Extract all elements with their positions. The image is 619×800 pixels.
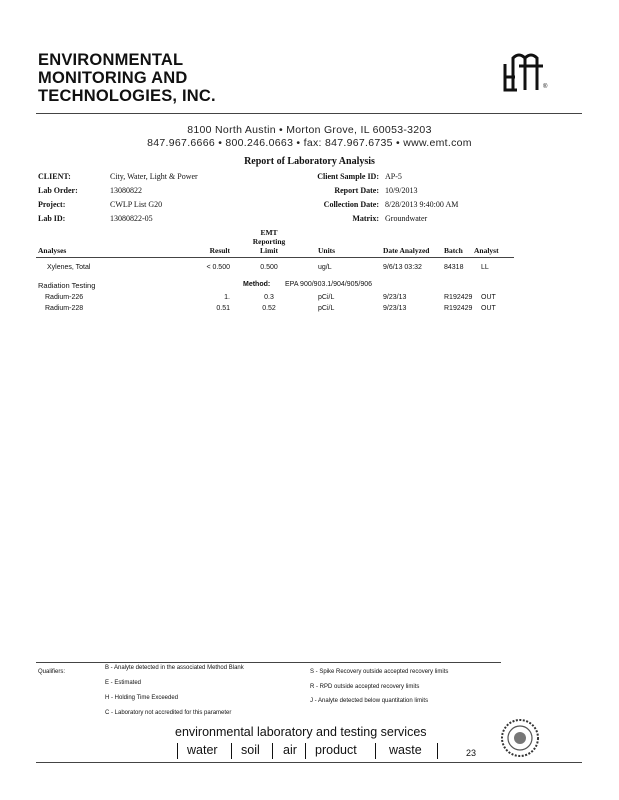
col-units: Units xyxy=(318,246,336,255)
footer-divider xyxy=(272,743,273,759)
qualifier-b: B - Analyte detected in the associated Method Blank xyxy=(105,665,244,671)
company-contact: 847.967.6666 • 800.246.0663 • fax: 847.967.6735 • www.emt.com xyxy=(147,137,472,149)
project-value: CWLP List G20 xyxy=(110,200,163,209)
col-batch: Batch xyxy=(444,246,463,255)
qualifier-c: C - Laboratory not accredited for this parameter xyxy=(105,710,232,716)
col-analyses: Analyses xyxy=(38,246,67,255)
col-analyst: Analyst xyxy=(474,246,499,255)
row2-result: 1. xyxy=(224,294,230,301)
qualifiers-label: Qualifiers: xyxy=(38,669,66,675)
row1-result: < 0.500 xyxy=(206,264,230,271)
matrix-value: Groundwater xyxy=(385,214,428,223)
matrix-label: Matrix: xyxy=(352,214,379,223)
accreditation-seal-icon xyxy=(500,718,540,758)
footer-divider xyxy=(437,743,438,759)
section-title: Radiation Testing xyxy=(38,281,96,290)
lab-order-label: Lab Order: xyxy=(38,186,78,195)
lab-order-value: 13080822 xyxy=(110,186,142,195)
method-label: Method: xyxy=(243,281,271,288)
footer-item-water: water xyxy=(187,743,218,757)
lab-id-value: 13080822-05 xyxy=(110,214,153,223)
collection-date-value: 8/28/2013 9:40:00 AM xyxy=(385,200,459,209)
footer-item-waste: waste xyxy=(389,743,422,757)
footer-divider xyxy=(177,743,178,759)
row2-analyst: OUT xyxy=(481,294,496,301)
row3-date: 9/23/13 xyxy=(383,305,407,312)
row1-units: ug/L xyxy=(318,264,332,271)
client-label: CLIENT: xyxy=(38,172,71,181)
footer-tagline: environmental laboratory and testing services xyxy=(175,725,427,739)
company-name-line-2: MONITORING AND xyxy=(38,69,188,87)
company-name-line-1: ENVIRONMENTAL xyxy=(38,51,184,69)
report-date-label: Report Date: xyxy=(334,186,379,195)
footer-rule xyxy=(36,762,582,763)
row3-analyst: OUT xyxy=(481,305,496,312)
header-rule xyxy=(36,113,582,114)
col-result: Result xyxy=(209,246,230,255)
footer-divider xyxy=(305,743,306,759)
lab-id-label: Lab ID: xyxy=(38,214,66,223)
report-title: Report of Laboratory Analysis xyxy=(244,156,375,167)
company-address: 8100 North Austin • Morton Grove, IL 60053-3203 xyxy=(187,124,432,136)
row2-date: 9/23/13 xyxy=(383,294,407,301)
row2-batch: R192429 xyxy=(444,294,473,301)
qualifier-s: S - Spike Recovery outside accepted recovery limits xyxy=(310,669,449,675)
qualifier-e: E - Estimated xyxy=(105,680,142,686)
col-rl-line-2: Reporting xyxy=(252,237,286,246)
col-rl-line-1: EMT xyxy=(260,228,278,237)
qualifiers-rule xyxy=(36,662,501,663)
report-date-value: 10/9/2013 xyxy=(385,186,418,195)
client-sample-label: Client Sample ID: xyxy=(317,172,379,181)
company-name-line-3: TECHNOLOGIES, INC. xyxy=(38,87,216,105)
collection-date-label: Collection Date: xyxy=(323,200,379,209)
footer-divider xyxy=(231,743,232,759)
svg-text:®: ® xyxy=(543,84,548,90)
row3-analyte: Radium-228 xyxy=(45,305,84,312)
row1-date: 9/6/13 03:32 xyxy=(383,264,422,271)
col-date-analyzed: Date Analyzed xyxy=(383,246,430,255)
qualifier-j: J - Analyte detected below quantitation limits xyxy=(310,698,429,704)
row3-rl: 0.52 xyxy=(262,305,276,312)
footer-item-product: product xyxy=(315,743,357,757)
client-value: City, Water, Light & Power xyxy=(110,172,198,181)
row2-analyte: Radium-226 xyxy=(45,294,84,301)
project-label: Project: xyxy=(38,200,66,209)
row2-rl: 0.3 xyxy=(264,294,274,301)
footer-services xyxy=(175,743,475,761)
page-number: 23 xyxy=(466,748,477,758)
row1-analyst: LL xyxy=(481,264,489,271)
row1-analyte: Xylenes, Total xyxy=(47,264,91,271)
row3-units: pCi/L xyxy=(318,305,335,312)
row2-units: pCi/L xyxy=(318,294,335,301)
row3-batch: R192429 xyxy=(444,305,473,312)
footer-divider xyxy=(375,743,376,759)
table-header-rule xyxy=(36,257,514,258)
col-rl-line-3: Limit xyxy=(260,246,278,255)
row1-rl: 0.500 xyxy=(260,264,278,271)
emt-logo-icon xyxy=(499,50,549,96)
qualifier-r: R - RPD outside accepted recovery limits xyxy=(310,684,420,690)
qualifier-h: H - Holding Time Exceeded xyxy=(105,695,179,701)
method-value: EPA 900/903.1/904/905/906 xyxy=(285,281,373,288)
row1-batch: 84318 xyxy=(444,264,464,271)
row3-result: 0.51 xyxy=(216,305,230,312)
footer-item-soil: soil xyxy=(241,743,260,757)
client-sample-value: AP-5 xyxy=(385,172,402,181)
footer-item-air: air xyxy=(283,743,297,757)
